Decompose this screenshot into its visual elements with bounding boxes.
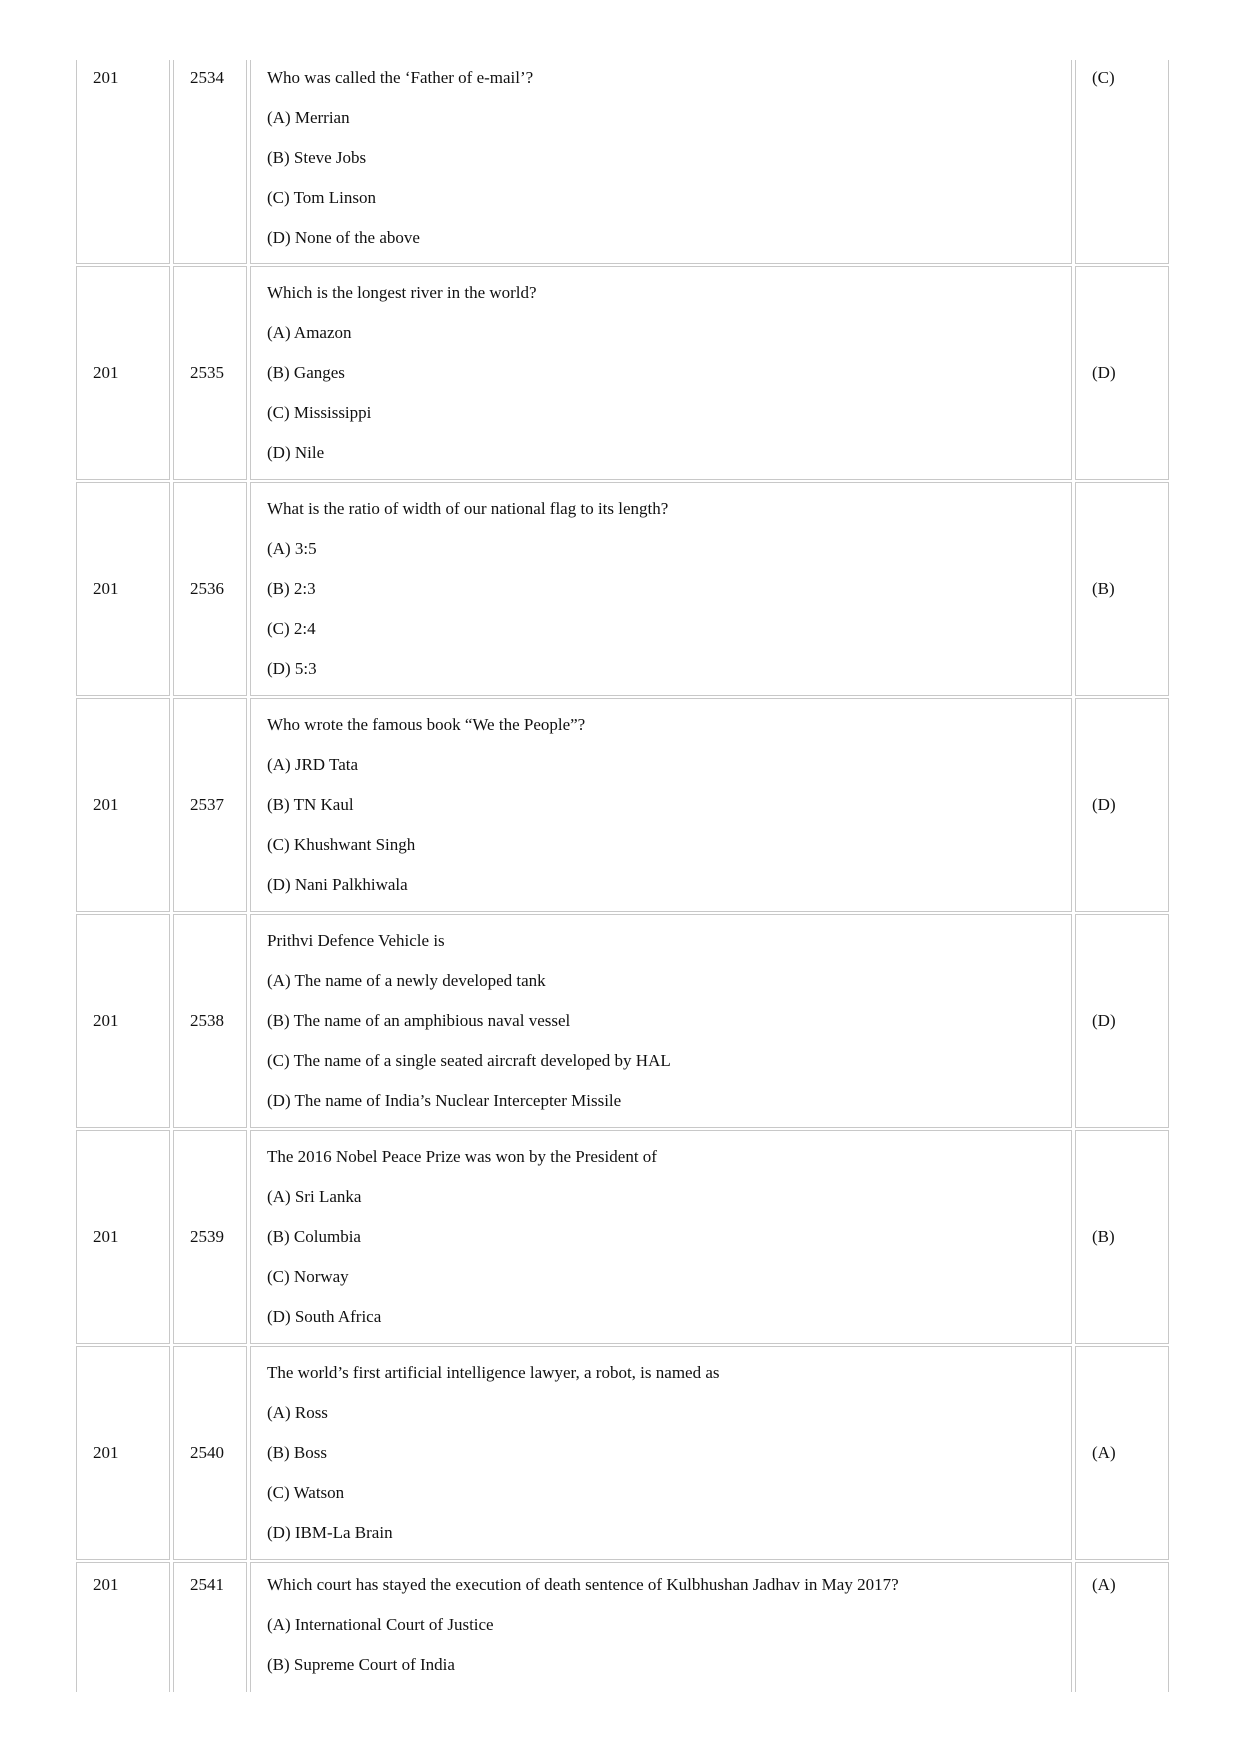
table-row: [76, 1562, 1169, 1692]
answer-cell: (D): [1075, 914, 1169, 1128]
option-a: (A) Sri Lanka: [267, 1187, 362, 1206]
question-text: Prithvi Defence Vehicle is: [267, 931, 445, 950]
set-code-cell: 201: [76, 266, 170, 480]
option-a: (A) 3:5: [267, 539, 317, 558]
option-d: (D) Nani Palkhiwala: [267, 875, 408, 894]
option-a: (A) International Court of Justice: [267, 1615, 494, 1634]
option-c: (C) 2:4: [267, 619, 316, 638]
set-code-cell: 201: [76, 60, 170, 264]
question-cell: [250, 1562, 1072, 1692]
set-code-cell: 201: [76, 1562, 170, 1692]
option-d: (D) The name of India’s Nuclear Intercepter Missile: [267, 1091, 622, 1110]
question-cell: [250, 60, 1072, 264]
option-d: (D) Nile: [267, 443, 325, 462]
answer-cell: (A): [1075, 1562, 1169, 1692]
option-b: (B) Ganges: [267, 363, 345, 382]
answer-cell: (A): [1075, 1346, 1169, 1560]
table-row: [76, 266, 1169, 480]
question-cell: [250, 914, 1072, 1128]
question-text: The world’s first artificial intelligence lawyer, a robot, is named as: [267, 1363, 720, 1382]
table-row: [76, 482, 1169, 696]
answer-cell: (C): [1075, 60, 1169, 264]
question-cell: [250, 1130, 1072, 1344]
option-b: (B) Steve Jobs: [267, 148, 367, 167]
option-d: (D) 5:3: [267, 659, 317, 678]
question-text: Who wrote the famous book “We the People”?: [267, 715, 586, 734]
table-row: [76, 914, 1169, 1128]
option-b: (B) Boss: [267, 1443, 327, 1462]
option-d: (D) IBM-La Brain: [267, 1523, 393, 1542]
option-c: (C) Watson: [267, 1483, 345, 1502]
option-a: (A) Merrian: [267, 108, 350, 127]
question-cell: [250, 266, 1072, 480]
question-number-cell: 2539: [173, 1130, 247, 1344]
option-c: (C) Mississippi: [267, 403, 372, 422]
option-b: (B) The name of an amphibious naval vessel: [267, 1011, 571, 1030]
set-code-cell: 201: [76, 482, 170, 696]
question-text: What is the ratio of width of our national flag to its length?: [267, 499, 669, 518]
set-code-cell: 201: [76, 698, 170, 912]
table-row: [76, 1346, 1169, 1560]
answer-cell: (B): [1075, 482, 1169, 696]
answer-cell: (D): [1075, 698, 1169, 912]
option-c: (C) Khushwant Singh: [267, 835, 416, 854]
option-c: (C) Norway: [267, 1267, 349, 1286]
question-text: Which court has stayed the execution of death sentence of Kulbhushan Jadhav in May 2017?: [267, 1575, 899, 1594]
option-d: (D) None of the above: [267, 228, 420, 247]
answer-cell: (B): [1075, 1130, 1169, 1344]
set-code-cell: 201: [76, 914, 170, 1128]
set-code-cell: 201: [76, 1130, 170, 1344]
option-a: (A) Ross: [267, 1403, 328, 1422]
option-b: (B) TN Kaul: [267, 795, 354, 814]
question-text: Which is the longest river in the world?: [267, 283, 537, 302]
question-number-cell: 2537: [173, 698, 247, 912]
table-row: [76, 698, 1169, 912]
question-number-cell: 2534: [173, 60, 247, 264]
question-cell: [250, 482, 1072, 696]
question-number-cell: 2541: [173, 1562, 247, 1692]
question-cell: [250, 1346, 1072, 1560]
question-number-cell: 2540: [173, 1346, 247, 1560]
question-number-cell: 2536: [173, 482, 247, 696]
option-a: (A) Amazon: [267, 323, 352, 342]
question-text: The 2016 Nobel Peace Prize was won by the President of: [267, 1147, 657, 1166]
option-b: (B) Columbia: [267, 1227, 361, 1246]
option-c: (C) Tom Linson: [267, 188, 376, 207]
question-number-cell: 2535: [173, 266, 247, 480]
question-text: Who was called the ‘Father of e-mail’?: [267, 68, 534, 87]
set-code-cell: 201: [76, 1346, 170, 1560]
question-number-cell: 2538: [173, 914, 247, 1128]
option-d: (D) South Africa: [267, 1307, 382, 1326]
option-c: (C) The name of a single seated aircraft developed by HAL: [267, 1051, 671, 1070]
question-cell: [250, 698, 1072, 912]
option-a: (A) The name of a newly developed tank: [267, 971, 546, 990]
answer-cell: (D): [1075, 266, 1169, 480]
option-b: (B) 2:3: [267, 579, 316, 598]
question-table: [73, 58, 1172, 1694]
table-row: [76, 60, 1169, 264]
option-b: (B) Supreme Court of India: [267, 1655, 455, 1674]
option-a: (A) JRD Tata: [267, 755, 359, 774]
table-row: [76, 1130, 1169, 1344]
